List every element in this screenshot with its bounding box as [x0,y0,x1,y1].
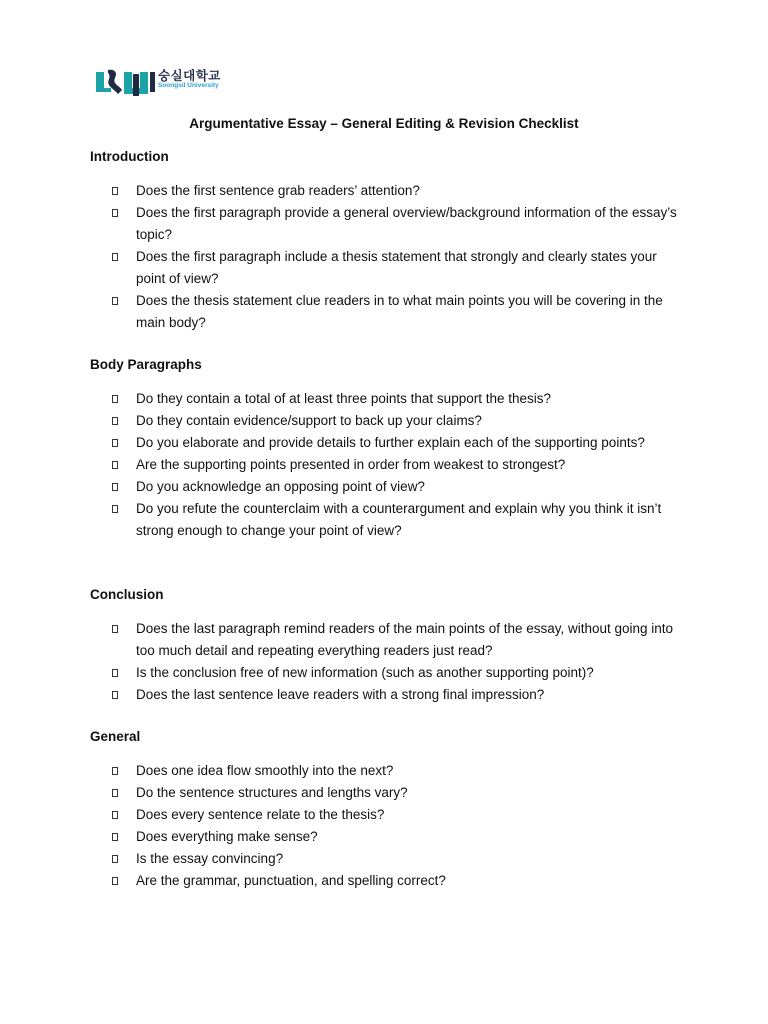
section-general [90,728,680,892]
checkbox-icon[interactable] [112,395,118,403]
checklist-item [90,432,680,454]
checklist-item-text: Do the sentence structures and lengths vary? [136,785,408,800]
checklist-item-text: Does the first paragraph provide a general overview/background information of the essay’s topic? [136,205,677,242]
checklist-item-text: Do you acknowledge an opposing point of view? [136,479,425,494]
checklist-item [90,498,680,542]
checklist-item-text: Does the first paragraph include a thesis statement that strongly and clearly states your point of view? [136,249,657,286]
checkbox-icon[interactable] [112,253,118,261]
checklist-item-text: Do you elaborate and provide details to further explain each of the supporting points? [136,435,645,450]
checkbox-icon[interactable] [112,209,118,217]
checklist-item-text: Does the last paragraph remind readers of the main points of the essay, without going into too much detail and repeating everything readers just read? [136,621,674,658]
checklist-item [90,684,680,706]
checklist [90,760,680,892]
checklist [90,618,680,706]
checkbox-icon[interactable] [112,833,118,841]
checklist-item [90,246,680,290]
checkbox-icon[interactable] [112,789,118,797]
checklist [90,180,680,334]
checklist-item [90,804,680,826]
checklist-item [90,848,680,870]
checklist [90,388,680,542]
section-heading: General [90,729,141,744]
checklist-item [90,870,680,892]
checklist-item-text: Are the grammar, punctuation, and spelling correct? [136,873,446,888]
checklist-item-text: Does one idea flow smoothly into the next? [136,763,394,778]
checkbox-icon[interactable] [112,297,118,305]
checkbox-icon[interactable] [112,505,118,513]
checklist-item [90,410,680,432]
checkbox-icon[interactable] [112,691,118,699]
document-title: Argumentative Essay – General Editing & Revision Checklist [189,116,579,131]
section-introduction [90,148,680,334]
section-conclusion [90,586,680,706]
checkbox-icon[interactable] [112,417,118,425]
university-logo [94,66,224,98]
section-heading: Introduction [90,149,169,164]
checkbox-icon[interactable] [112,439,118,447]
checklist-item [90,760,680,782]
checklist-item-text: Does the last sentence leave readers with a strong final impression? [136,687,545,702]
checklist-item [90,662,680,684]
checklist-item [90,782,680,804]
checklist-item [90,202,680,246]
checkbox-icon[interactable] [112,669,118,677]
checklist-item [90,476,680,498]
checklist-item [90,180,680,202]
logo-english-name: Soongsil University [158,82,219,89]
checkbox-icon[interactable] [112,855,118,863]
checklist-item-text: Do you refute the counterclaim with a counterargument and explain why you think it isn’t strong enough to change your point of view? [136,501,662,538]
checklist-item-text: Is the conclusion free of new information (such as another supporting point)? [136,665,594,680]
section-heading: Conclusion [90,587,164,602]
university-emblem-icon [94,66,156,98]
checklist-item-text: Do they contain evidence/support to back up your claims? [136,413,482,428]
checkbox-icon[interactable] [112,625,118,633]
checklist-item-text: Does the thesis statement clue readers in to what main points you will be covering in the main body? [136,293,663,330]
checkbox-icon[interactable] [112,811,118,819]
checkbox-icon[interactable] [112,767,118,775]
checklist-item [90,388,680,410]
checklist-item [90,290,680,334]
checklist-item [90,826,680,848]
section-heading: Body Paragraphs [90,357,202,372]
checklist-item-text: Does everything make sense? [136,829,318,844]
checklist-item-text: Are the supporting points presented in order from weakest to strongest? [136,457,566,472]
checkbox-icon[interactable] [112,187,118,195]
checkbox-icon[interactable] [112,461,118,469]
section-body-paragraphs [90,356,680,542]
checklist-item-text: Does every sentence relate to the thesis? [136,807,385,822]
checklist-item-text: Does the first sentence grab readers’ attention? [136,183,420,198]
checkbox-icon[interactable] [112,483,118,491]
logo-korean-name: 숭실대학교 [158,68,221,83]
checklist-item-text: Do they contain a total of at least three points that support the thesis? [136,391,552,406]
checklist-item [90,618,680,662]
checklist-item-text: Is the essay convincing? [136,851,284,866]
checklist-item [90,454,680,476]
checkbox-icon[interactable] [112,877,118,885]
